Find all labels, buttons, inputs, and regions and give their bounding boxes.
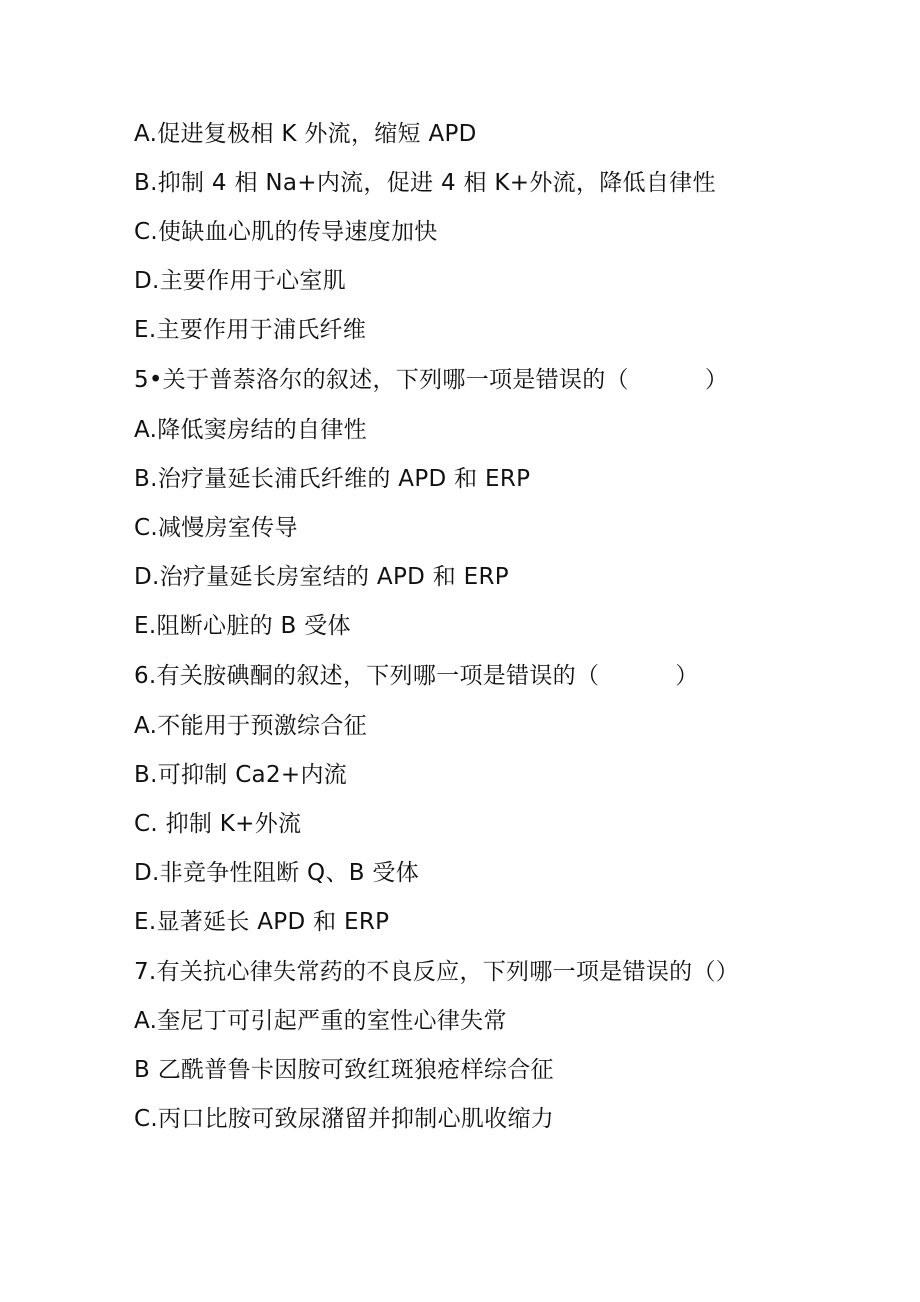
option-line: B.抑制 4 相 Na+内流，促进 4 相 K+外流，降低自律性 — [134, 170, 716, 196]
question-line: 7.有关抗心律失常药的不良反应，下列哪一项是错误的（） — [134, 959, 740, 985]
option-line: D.非竞争性阻断 Q、B 受体 — [134, 860, 420, 886]
question-line: 6.有关胺碘酮的叙述，下列哪一项是错误的（ ） — [134, 663, 699, 689]
option-line: E.主要作用于浦氏纤维 — [134, 317, 367, 343]
option-line: B.治疗量延长浦氏纤维的 APD 和 ERP — [134, 466, 531, 492]
option-line: A.促进复极相 K 外流，缩短 APD — [134, 121, 477, 147]
option-line: C.使缺血心肌的传导速度加快 — [134, 219, 438, 245]
option-line: D.主要作用于心室肌 — [134, 268, 347, 294]
option-line: E.阻断心脏的 B 受体 — [134, 613, 351, 639]
option-line: A.不能用于预激综合征 — [134, 713, 367, 739]
option-line: E.显著延长 APD 和 ERP — [134, 909, 390, 935]
option-line: C.丙口比胺可致尿潴留并抑制心肌收缩力 — [134, 1106, 555, 1132]
option-line: A.降低窦房结的自律性 — [134, 417, 367, 443]
option-line: C.减慢房室传导 — [134, 515, 298, 541]
option-line: C. 抑制 K+外流 — [134, 811, 302, 837]
option-line: A.奎尼丁可引起严重的室性心律失常 — [134, 1008, 507, 1034]
option-line: B.可抑制 Ca2+内流 — [134, 762, 348, 788]
option-line: D.治疗量延长房室结的 APD 和 ERP — [134, 564, 509, 590]
option-line: B 乙酰普鲁卡因胺可致红斑狼疮样综合征 — [134, 1057, 554, 1083]
question-line: 5•关于普萘洛尔的叙述，下列哪一项是错误的（ ） — [134, 367, 729, 393]
